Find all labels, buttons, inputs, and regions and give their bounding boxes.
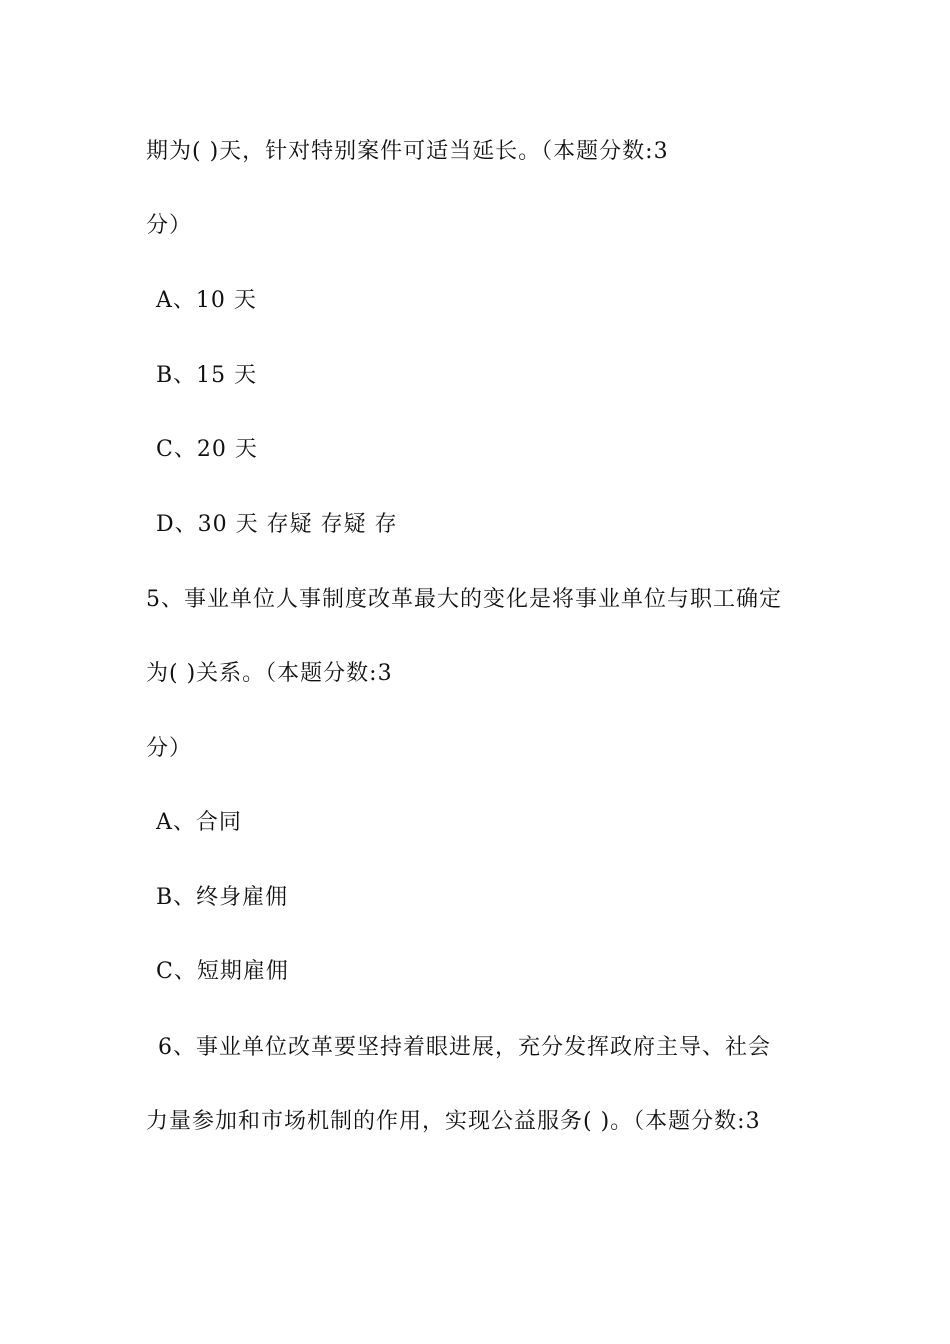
question-4-option-a: A、10 天 [156,288,257,313]
question-5-option-a: A、合同 [156,810,242,835]
question-5-text-line-1: 5、事业单位人事制度改革最大的变化是将事业单位与职工确定 [146,587,782,612]
question-4-option-d: D、30 天 存疑 存疑 存 [156,512,398,537]
question-4-text-line-2: 分） [146,213,193,238]
question-5-option-c: C、短期雇佣 [156,959,289,984]
question-4-option-b: B、15 天 [156,363,258,388]
question-5-text-line-2: 为( )关系。（本题分数:3 [146,661,393,686]
question-6-text-line-2: 力量参加和市场机制的作用，实现公益服务( )。（本题分数:3 [146,1109,761,1134]
question-5-text-line-3: 分） [146,736,193,761]
question-5-option-b: B、终身雇佣 [156,885,289,910]
question-4-option-c: C、20 天 [156,437,258,462]
question-6-text-line-1: 6、事业单位改革要坚持着眼进展，充分发挥政府主导、社会 [158,1035,771,1060]
question-4-text-line-1: 期为( )天，针对特别案件可适当延长。（本题分数:3 [146,139,669,164]
